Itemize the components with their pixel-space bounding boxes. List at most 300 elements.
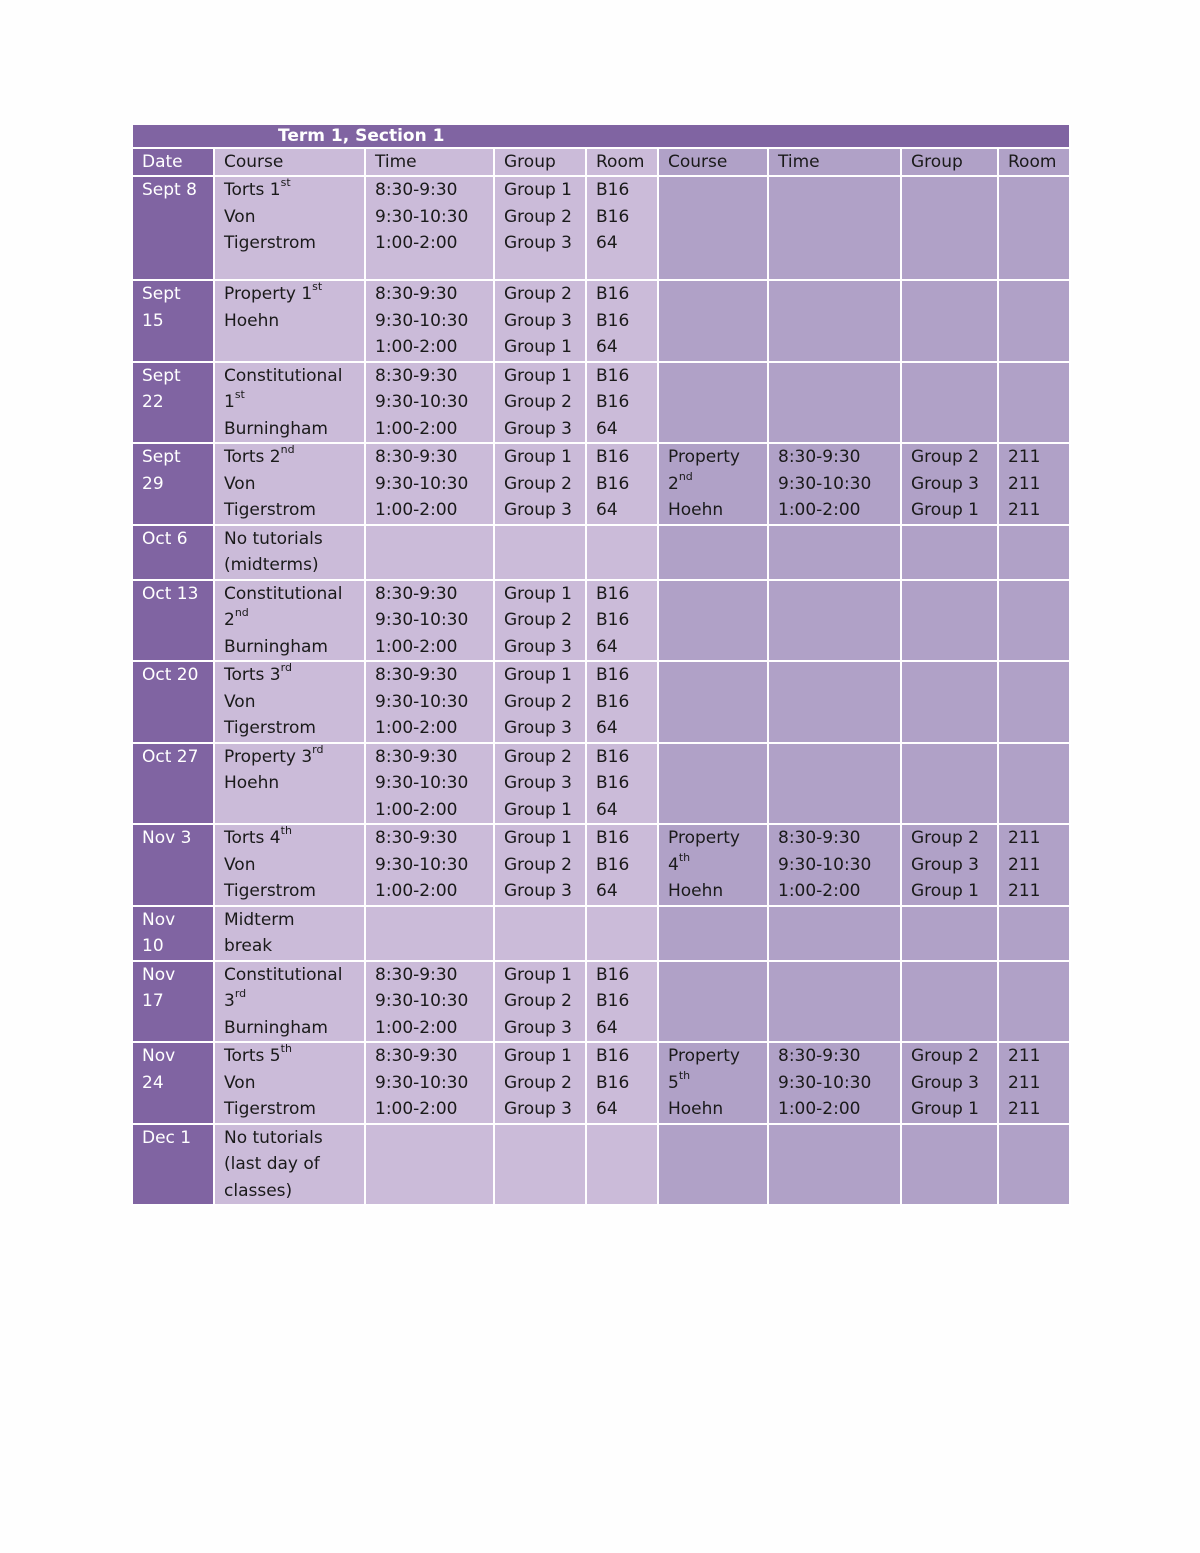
course-line <box>668 1043 767 1070</box>
room-line-1: B16 <box>596 473 630 494</box>
course-line <box>224 988 364 1015</box>
course-cell-1 <box>214 525 365 580</box>
time-cell-2 <box>768 824 901 906</box>
course-cell-2 <box>658 280 768 362</box>
course-text: Hoehn <box>668 881 724 901</box>
course-line <box>668 852 767 879</box>
room-line-1: B16 <box>596 691 630 712</box>
course-cell-1 <box>214 961 365 1043</box>
room-cell-2 <box>998 743 1070 825</box>
time-line-1: 9:30-10:30 <box>375 206 469 227</box>
course-text: 2 <box>668 473 679 494</box>
time-cell-1 <box>365 362 494 444</box>
course-cell-2 <box>658 661 768 743</box>
ordinal-suffix: nd <box>234 606 249 620</box>
time-line-1: 1:00-2:00 <box>375 500 458 520</box>
course-line <box>224 1070 364 1097</box>
header-time-1: Time <box>365 148 494 176</box>
room-cell-1 <box>586 661 658 743</box>
room-line-2: 211 <box>1008 881 1041 901</box>
group-cell-1 <box>494 743 586 825</box>
room-line-2: 211 <box>1008 500 1041 520</box>
group-line-2: Group 1 <box>911 881 979 901</box>
room-line-1: B16 <box>596 284 630 304</box>
room-cell-1 <box>586 824 658 906</box>
date-cell <box>132 176 214 280</box>
group-line-2: Group 2 <box>911 447 979 467</box>
course-line <box>224 662 364 689</box>
time-cell-2 <box>768 661 901 743</box>
room-line-1: 64 <box>596 881 618 901</box>
group-line-1: Group 1 <box>504 180 572 200</box>
course-text: Torts 3 <box>224 665 281 685</box>
course-line <box>668 825 767 852</box>
group-line-1: Group 3 <box>504 1099 572 1119</box>
group-line-2: Group 3 <box>911 854 979 875</box>
course-line <box>224 1043 364 1070</box>
group-cell-1 <box>494 961 586 1043</box>
group-cell-2 <box>901 525 998 580</box>
time-line-1: 1:00-2:00 <box>375 881 458 901</box>
course-text: Constitutional <box>224 365 343 386</box>
date-cell <box>132 580 214 662</box>
time-line-1: 1:00-2:00 <box>375 233 458 253</box>
group-cell-1 <box>494 824 586 906</box>
group-line-1: Group 2 <box>504 284 572 304</box>
group-cell-2 <box>901 176 998 280</box>
time-line-1: 9:30-10:30 <box>375 473 469 494</box>
course-text: Tigerstrom <box>224 1099 316 1119</box>
course-line <box>224 878 364 905</box>
date-cell <box>132 443 214 525</box>
course-text: Constitutional <box>224 583 343 604</box>
group-line-1: Group 2 <box>504 746 572 767</box>
ordinal-suffix: st <box>312 280 323 294</box>
ordinal-suffix: th <box>678 850 691 864</box>
time-line-1: 9:30-10:30 <box>375 392 469 412</box>
header-date: Date <box>132 148 214 176</box>
schedule-table <box>131 125 1071 1206</box>
date-line: Oct 27 <box>142 746 199 767</box>
time-cell-2 <box>768 176 901 280</box>
course-cell-2 <box>658 961 768 1043</box>
course-cell-1 <box>214 1042 365 1124</box>
ordinal-suffix: th <box>678 1068 691 1082</box>
time-cell-1 <box>365 661 494 743</box>
course-text: Torts 5 <box>224 1046 281 1066</box>
date-line: Oct 20 <box>142 665 199 685</box>
course-text: Von <box>224 1072 256 1093</box>
group-cell-2 <box>901 661 998 743</box>
group-cell-2 <box>901 280 998 362</box>
room-cell-2 <box>998 824 1070 906</box>
group-cell-2 <box>901 1042 998 1124</box>
room-line-1: B16 <box>596 773 630 793</box>
table-row <box>132 443 1070 525</box>
group-cell-2 <box>901 824 998 906</box>
room-line-1: B16 <box>596 665 630 685</box>
course-line <box>224 581 364 608</box>
date-line: Nov <box>142 1046 176 1066</box>
course-cell-2 <box>658 525 768 580</box>
course-line <box>668 497 767 524</box>
time-cell-2 <box>768 1124 901 1206</box>
date-cell <box>132 1124 214 1206</box>
table-row <box>132 661 1070 743</box>
time-line-1: 1:00-2:00 <box>375 418 458 439</box>
group-line-1: Group 1 <box>504 964 572 985</box>
table-row <box>132 743 1070 825</box>
date-line: Oct 13 <box>142 583 199 604</box>
room-cell-2 <box>998 906 1070 961</box>
group-line-1: Group 3 <box>504 310 572 331</box>
date-cell <box>132 362 214 444</box>
room-cell-2 <box>998 525 1070 580</box>
time-cell-2 <box>768 280 901 362</box>
course-text: (last day of <box>224 1154 320 1174</box>
date-cell <box>132 961 214 1043</box>
course-cell-1 <box>214 824 365 906</box>
group-line-2: Group 1 <box>911 1099 979 1119</box>
time-cell-1 <box>365 824 494 906</box>
course-cell-1 <box>214 176 365 280</box>
time-cell-2 <box>768 362 901 444</box>
room-cell-1 <box>586 906 658 961</box>
course-line <box>224 907 364 934</box>
table-title-row <box>132 125 1070 148</box>
course-text: Hoehn <box>224 773 280 793</box>
time-line-1: 1:00-2:00 <box>375 799 458 820</box>
group-cell-1 <box>494 525 586 580</box>
course-text: Burningham <box>224 418 328 439</box>
course-cell-2 <box>658 906 768 961</box>
room-line-1: B16 <box>596 610 630 630</box>
room-line-1: 64 <box>596 799 618 820</box>
group-cell-1 <box>494 580 586 662</box>
date-line: 24 <box>142 1072 164 1093</box>
ordinal-suffix: rd <box>234 987 247 1001</box>
course-text: Torts 4 <box>224 828 281 848</box>
group-cell-1 <box>494 176 586 280</box>
table-row <box>132 280 1070 362</box>
course-line <box>224 497 364 524</box>
group-line-1: Group 3 <box>504 881 572 901</box>
course-text: classes) <box>224 1180 293 1201</box>
room-line-2: 211 <box>1008 473 1041 494</box>
time-cell-2 <box>768 443 901 525</box>
time-line-1: 8:30-9:30 <box>375 583 458 604</box>
course-text: (midterms) <box>224 555 319 575</box>
course-cell-1 <box>214 362 365 444</box>
group-cell-1 <box>494 1042 586 1124</box>
group-cell-2 <box>901 961 998 1043</box>
time-line-1: 9:30-10:30 <box>375 991 469 1011</box>
group-line-2: Group 1 <box>911 500 979 520</box>
time-cell-2 <box>768 525 901 580</box>
course-line <box>668 444 767 471</box>
course-cell-2 <box>658 580 768 662</box>
course-text: Property 3 <box>224 746 313 767</box>
room-line-1: 64 <box>596 1017 618 1038</box>
room-line-1: B16 <box>596 583 630 604</box>
time-line-2: 1:00-2:00 <box>778 500 861 520</box>
date-cell <box>132 280 214 362</box>
group-cell-1 <box>494 1124 586 1206</box>
course-text: Constitutional <box>224 964 343 985</box>
room-cell-1 <box>586 525 658 580</box>
time-line-2: 9:30-10:30 <box>778 1072 872 1093</box>
course-text: No tutorials <box>224 1127 323 1148</box>
room-line-1: 64 <box>596 500 618 520</box>
date-line: Nov <box>142 909 176 930</box>
group-line-1: Group 1 <box>504 665 572 685</box>
course-text: Torts 1 <box>224 180 281 200</box>
table-row <box>132 525 1070 580</box>
time-cell-1 <box>365 443 494 525</box>
group-line-1: Group 3 <box>504 718 572 738</box>
time-line-1: 1:00-2:00 <box>375 1017 458 1038</box>
room-cell-2 <box>998 362 1070 444</box>
time-cell-1 <box>365 743 494 825</box>
time-line-1: 1:00-2:00 <box>375 636 458 657</box>
course-line <box>224 634 364 661</box>
time-line-2: 8:30-9:30 <box>778 1046 861 1066</box>
course-text: Midterm <box>224 909 295 930</box>
room-line-1: 64 <box>596 337 618 357</box>
course-cell-1 <box>214 661 365 743</box>
date-cell <box>132 743 214 825</box>
group-cell-1 <box>494 280 586 362</box>
header-time-2: Time <box>768 148 901 176</box>
time-line-1: 9:30-10:30 <box>375 854 469 875</box>
course-line <box>224 526 364 553</box>
time-line-1: 9:30-10:30 <box>375 773 469 793</box>
room-line-1: 64 <box>596 233 618 253</box>
course-cell-2 <box>658 176 768 280</box>
time-line-1: 8:30-9:30 <box>375 828 458 848</box>
room-line-1: 64 <box>596 1099 618 1119</box>
course-cell-2 <box>658 743 768 825</box>
table-row <box>132 824 1070 906</box>
course-line <box>224 363 364 390</box>
group-line-2: Group 2 <box>911 1046 979 1066</box>
course-line <box>224 825 364 852</box>
course-text: Property <box>668 828 740 848</box>
time-cell-2 <box>768 1042 901 1124</box>
header-group-2: Group <box>901 148 998 176</box>
room-cell-1 <box>586 176 658 280</box>
time-line-2: 8:30-9:30 <box>778 828 861 848</box>
date-line: Dec 1 <box>142 1127 192 1148</box>
group-cell-2 <box>901 362 998 444</box>
time-line-1: 8:30-9:30 <box>375 284 458 304</box>
group-line-2: Group 3 <box>911 1072 979 1093</box>
course-line <box>668 471 767 498</box>
course-line <box>224 607 364 634</box>
course-line <box>224 552 364 579</box>
course-text: Burningham <box>224 1017 328 1038</box>
table-row <box>132 1042 1070 1124</box>
room-line-1: B16 <box>596 1072 630 1093</box>
group-cell-2 <box>901 443 998 525</box>
group-cell-1 <box>494 443 586 525</box>
room-cell-2 <box>998 580 1070 662</box>
date-cell <box>132 1042 214 1124</box>
header-room-1: Room <box>586 148 658 176</box>
time-cell-1 <box>365 1042 494 1124</box>
room-cell-1 <box>586 443 658 525</box>
time-line-1: 9:30-10:30 <box>375 691 469 712</box>
time-cell-1 <box>365 280 494 362</box>
course-text: Torts 2 <box>224 447 281 467</box>
room-line-1: B16 <box>596 310 630 331</box>
table-row <box>132 580 1070 662</box>
room-cell-1 <box>586 961 658 1043</box>
room-line-1: B16 <box>596 854 630 875</box>
group-line-1: Group 1 <box>504 799 572 820</box>
course-line <box>224 1015 364 1042</box>
course-text: Von <box>224 691 256 712</box>
time-line-1: 1:00-2:00 <box>375 1099 458 1119</box>
date-cell <box>132 525 214 580</box>
time-cell-1 <box>365 906 494 961</box>
group-cell-1 <box>494 362 586 444</box>
course-text: Tigerstrom <box>224 500 316 520</box>
group-cell-1 <box>494 906 586 961</box>
course-line <box>224 715 364 742</box>
group-cell-2 <box>901 580 998 662</box>
time-cell-2 <box>768 743 901 825</box>
group-line-1: Group 2 <box>504 392 572 412</box>
course-line <box>224 852 364 879</box>
room-line-2: 211 <box>1008 854 1041 875</box>
group-line-1: Group 3 <box>504 773 572 793</box>
course-line <box>224 1178 364 1205</box>
course-text: Burningham <box>224 636 328 657</box>
group-line-2: Group 2 <box>911 828 979 848</box>
table-row <box>132 176 1070 280</box>
course-line <box>224 389 364 416</box>
time-line-2: 1:00-2:00 <box>778 881 861 901</box>
group-line-1: Group 2 <box>504 206 572 227</box>
course-line <box>224 416 364 443</box>
group-line-1: Group 3 <box>504 233 572 253</box>
table-title: Term 1, Section 1 <box>132 125 1070 148</box>
course-cell-1 <box>214 906 365 961</box>
room-line-1: B16 <box>596 1046 630 1066</box>
course-cell-2 <box>658 1124 768 1206</box>
course-text: Hoehn <box>668 1099 724 1119</box>
room-line-1: B16 <box>596 206 630 227</box>
header-row <box>132 148 1070 176</box>
course-text: 5 <box>668 1072 679 1093</box>
course-text: Property <box>668 447 740 467</box>
course-line <box>224 1096 364 1123</box>
group-line-1: Group 1 <box>504 365 572 386</box>
time-line-2: 9:30-10:30 <box>778 473 872 494</box>
course-text: Tigerstrom <box>224 233 316 253</box>
ordinal-suffix: st <box>280 176 291 190</box>
room-cell-2 <box>998 1124 1070 1206</box>
room-line-2: 211 <box>1008 1046 1041 1066</box>
date-line: Sept <box>142 365 181 386</box>
group-cell-1 <box>494 661 586 743</box>
date-line: Sept 8 <box>142 180 197 200</box>
group-line-1: Group 1 <box>504 828 572 848</box>
time-line-1: 8:30-9:30 <box>375 365 458 386</box>
group-line-1: Group 1 <box>504 447 572 467</box>
time-cell-2 <box>768 961 901 1043</box>
course-text: Von <box>224 206 256 227</box>
ordinal-suffix: rd <box>312 742 324 756</box>
time-line-1: 8:30-9:30 <box>375 964 458 985</box>
course-cell-1 <box>214 280 365 362</box>
room-line-1: B16 <box>596 180 630 200</box>
course-text: break <box>224 936 273 956</box>
time-line-1: 8:30-9:30 <box>375 665 458 685</box>
course-cell-2 <box>658 824 768 906</box>
course-line <box>224 281 364 308</box>
group-cell-2 <box>901 906 998 961</box>
date-line: Sept <box>142 284 181 304</box>
course-line <box>668 1096 767 1123</box>
date-line: Nov <box>142 964 176 985</box>
group-line-1: Group 1 <box>504 337 572 357</box>
course-text: Hoehn <box>224 310 280 331</box>
time-cell-1 <box>365 580 494 662</box>
course-text: Hoehn <box>668 500 724 520</box>
course-cell-1 <box>214 580 365 662</box>
room-cell-2 <box>998 176 1070 280</box>
group-line-1: Group 2 <box>504 854 572 875</box>
room-line-1: B16 <box>596 964 630 985</box>
time-line-1: 9:30-10:30 <box>375 1072 469 1093</box>
course-text: Property <box>668 1046 740 1066</box>
group-cell-2 <box>901 743 998 825</box>
header-room-2: Room <box>998 148 1070 176</box>
room-cell-1 <box>586 580 658 662</box>
room-line-1: B16 <box>596 365 630 386</box>
group-line-1: Group 2 <box>504 610 572 630</box>
course-line <box>668 1070 767 1097</box>
room-line-1: 64 <box>596 718 618 738</box>
course-line <box>224 1125 364 1152</box>
ordinal-suffix: rd <box>280 661 292 675</box>
course-text: Property 1 <box>224 284 313 304</box>
course-text: Tigerstrom <box>224 718 316 738</box>
course-line <box>224 689 364 716</box>
course-line <box>224 1151 364 1178</box>
group-line-1: Group 1 <box>504 583 572 604</box>
group-line-1: Group 3 <box>504 500 572 520</box>
time-line-1: 8:30-9:30 <box>375 1046 458 1066</box>
date-line: 10 <box>142 936 164 956</box>
time-line-1: 8:30-9:30 <box>375 746 458 767</box>
room-line-1: 64 <box>596 418 618 439</box>
course-line <box>224 230 364 257</box>
date-line: 22 <box>142 392 164 412</box>
course-line <box>224 770 364 797</box>
room-line-1: B16 <box>596 991 630 1011</box>
date-line: Oct 6 <box>142 528 188 549</box>
header-course-2: Course <box>658 148 768 176</box>
course-line <box>224 962 364 989</box>
ordinal-suffix: th <box>280 1042 292 1056</box>
course-line <box>224 471 364 498</box>
time-line-1: 9:30-10:30 <box>375 610 469 630</box>
course-cell-2 <box>658 1042 768 1124</box>
time-cell-1 <box>365 961 494 1043</box>
